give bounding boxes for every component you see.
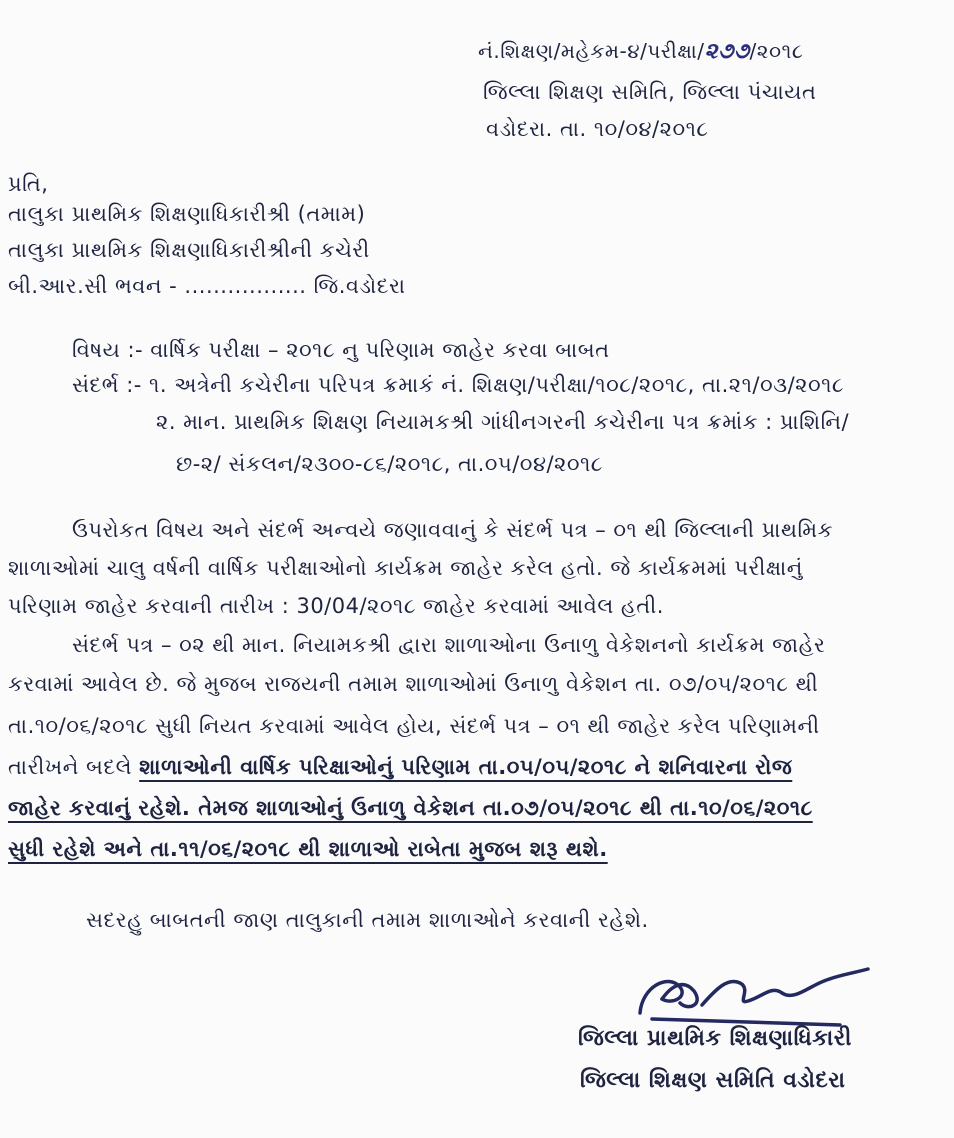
paragraph-1-line-1: ઉપરોકત વિષય અને સંદર્ભ અન્વયે જણાવવાનું કે સંદર્ભ પત્ર – ૦૧ થી જિલ્લાની પ્રાથમિક <box>72 518 833 542</box>
paragraph-1-line-2: શાળાઓમાં ચાલુ વર્ષની વાર્ષિક પરીક્ષાઓનો કાર્યક્રમ જાહેર કરેલ હતો. જે કાર્યક્રમમાં પરીક્ષાનું <box>8 556 803 580</box>
office-name: જિલ્લા શિક્ષણ સમિતિ, જિલ્લા પંચાયત <box>483 80 817 104</box>
recipient-line-2: તાલુકા પ્રાથમિક શિક્ષણાધિકારીશ્રીની કચેરી <box>8 238 370 262</box>
reference-line-2: ૨. માન. પ્રાથમિક શિક્ષણ નિયામકશ્રી ગાંધીનગરની કચેરીના પત્ર ક્રમાંક : પ્રાશિનિ/ <box>156 410 850 434</box>
signatory-title-1: જિલ્લા પ્રાથમિક શિક્ષણાધિકારી <box>578 1026 852 1051</box>
highlighted-vacation-dates: જાહેર કરવાનું રહેશે. તેમજ શાળાઓનું ઉનાળુ વેકેશન તા.૦૭/૦૫/૨૦૧૮ થી તા.૧૦/૦૬/૨૦૧૮ <box>8 796 813 820</box>
paragraph-3: સદરહુ બાબતની જાણ તાલુકાની તમામ શાળાઓને કરવાની રહેશે. <box>86 908 649 932</box>
recipient-line-1: તાલુકા પ્રાથમિક શિક્ષણાધિકારીશ્રી (તમામ) <box>8 202 366 226</box>
highlighted-result-date: શાળાઓની વાર્ષિક પરિક્ષાઓનું પરિણામ તા.૦૫/૦૫/૨૦૧૮ ને શનિવારના રોજ <box>139 755 793 779</box>
reference-number-mid: / <box>749 39 757 63</box>
handwritten-signature <box>632 965 872 1035</box>
paragraph-2-line-4 <box>8 755 792 780</box>
reference-number-year: ૨૦૧૮ <box>756 39 804 63</box>
paragraph-2-line-1: સંદર્ભ પત્ર – ૦૨ થી માન. નિયામકશ્રી દ્વારા શાળાઓના ઉનાળુ વેકેશનનો કાર્યક્રમ જાહેર <box>72 633 826 657</box>
paragraph-2-line-4-plain: તારીખને બદલે <box>8 755 140 779</box>
paragraph-1-line-3: પરિણામ જાહેર કરવાની તારીખ : 30/04/૨૦૧૮ જાહેર કરવામાં આવેલ હતી. <box>8 594 664 618</box>
signatory-title-2: જિલ્લા શિક્ષણ સમિતિ વડોદરા <box>580 1068 846 1093</box>
highlighted-school-reopen: સુધી રહેશે અને તા.૧૧/૦૬/૨૦૧૮ થી શાળાઓ રાબેતા મુજબ શરૂ થશે. <box>8 837 608 861</box>
paragraph-2-line-3: તા.૧૦/૦૬/૨૦૧૮ સુધી નિયત કરવામાં આવેલ હોય, સંદર્ભ પત્ર – ૦૧ થી જાહેર કરેલ પરિણામની <box>8 714 820 738</box>
place-date: વડોદરા. તા. ૧૦/૦૪/૨૦૧૮ <box>486 117 709 141</box>
reference-number <box>478 38 803 64</box>
recipient-line-3: બી.આર.સી ભવન - ................. જિ.વડોદરા <box>8 274 406 298</box>
reference-line-3: છ-૨/ સંકલન/૨૩૦૦-૮૬/૨૦૧૮, તા.૦૫/૦૪/૨૦૧૮ <box>176 452 603 476</box>
reference-number-prefix: નં.શિક્ષણ/મહેકમ-૪/પરીક્ષા/ <box>478 39 705 63</box>
recipient-to: પ્રતિ, <box>8 172 49 196</box>
subject-line: વિષય :- વાર્ષિક પરીક્ષા – ૨૦૧૮ નુ પરિણામ જાહેર કરવા બાબત <box>72 338 610 362</box>
handwritten-number: ૨૭૭ <box>704 38 750 64</box>
paragraph-2-line-2: કરવામાં આવેલ છે. જે મુજબ રાજયની તમામ શાળાઓમાં ઉનાળુ વેકેશન તા. ૦૭/૦૫/૨૦૧૮ થી <box>8 672 819 696</box>
reference-line-1: સંદર્ભ :- ૧. અત્રેની કચેરીના પરિપત્ર ક્રમાકં નં. શિક્ષણ/પરીક્ષા/૧૦૮/૨૦૧૮, તા.૨૧/૦૩/૨૦૧૮ <box>72 373 844 397</box>
